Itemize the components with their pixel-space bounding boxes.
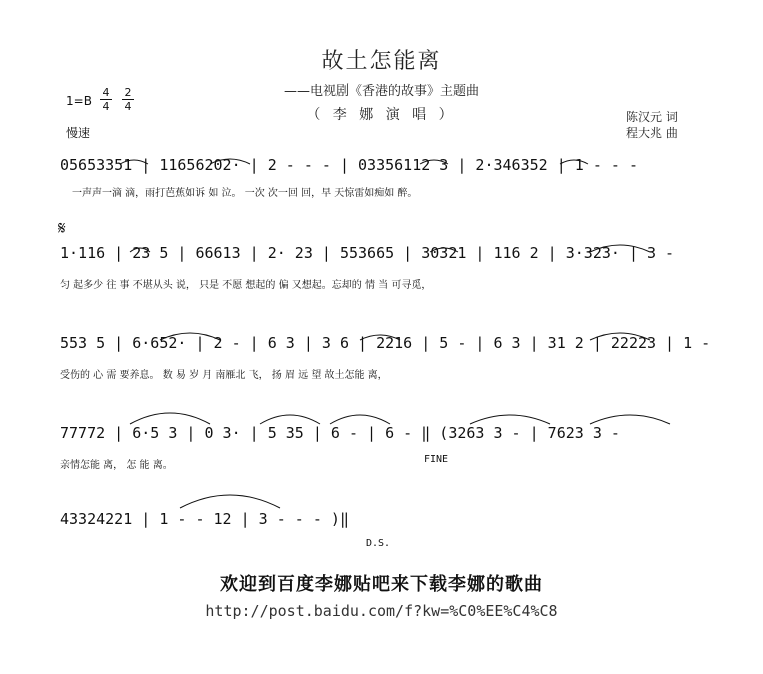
score-line-5-notes: 43324221 | 1 - - 12 | 3 - - - )‖ <box>60 510 349 528</box>
song-title: 故土怎能离 <box>321 49 442 74</box>
singer-credit: （ 李 娜 演 唱 ） <box>306 107 457 123</box>
composer-credit: 程大兆 曲 <box>626 126 678 140</box>
key-signature: 1=B <box>66 94 92 108</box>
score-line-3-lyrics: 受伤的 心 需 要养息。 数 易 岁 月 南雁北 飞， 扬 眉 远 望 故土怎能 离， <box>60 370 388 381</box>
slur-mark <box>470 415 550 424</box>
time-sig-2-bottom: 4 <box>122 99 134 113</box>
score-line-2-lyrics: 匀 起多少 往 事 不堪从头 说， 只是 不愿 想起的 偏 又想起。忘却的 情 当 可寻觅， <box>60 280 432 291</box>
fine-marking: FINE <box>424 454 449 465</box>
ds-marking: D.S. <box>366 538 391 549</box>
slur-mark <box>260 415 320 424</box>
slur-mark <box>430 248 458 252</box>
time-sig-1-bottom: 4 <box>100 99 112 113</box>
footer-url[interactable]: http://post.baidu.com/f?kw=%C0%EE%C4%C8 <box>205 602 558 620</box>
score-line-4-notes: 77772 | 6·5 3 | 0 3· | 5 35 | 6 - | 6 - ‖ (3263 3 - | 7623 3 - <box>60 424 620 442</box>
slur-mark <box>330 415 390 424</box>
tempo-marking: 慢速 <box>66 126 91 140</box>
slur-mark <box>130 248 150 252</box>
score-line-2-notes: 1·116 | 23 5 | 66613 | 2· 23 | 553665 | 30321 | 116 2 | 3·323· | 3 - <box>60 244 675 262</box>
slur-mark <box>160 333 220 340</box>
slur-mark <box>210 159 250 164</box>
slur-mark <box>590 415 670 424</box>
score-line-1-lyrics: 一声声一滴 滴，雨打芭蕉如诉 如 泣。 一次 次一回 回，早 天惊雷如痴如 醉。 <box>72 188 418 199</box>
song-subtitle: ——电视剧《香港的故事》主题曲 <box>283 84 479 99</box>
time-sig-1-top: 4 <box>102 86 110 99</box>
score-line-1-notes: 05653351 | 11656202· | 2 - - - | 03356112 3 | 2·346352 | 1 - - - <box>60 156 638 174</box>
slur-mark <box>360 335 400 340</box>
slur-mark <box>590 333 650 340</box>
slur-mark <box>130 413 210 424</box>
time-sig-2-top: 2 <box>124 86 132 99</box>
lyricist-credit: 陈汉元 词 <box>626 110 678 124</box>
segno-sign: 𝄋 <box>58 218 66 239</box>
slur-mark <box>180 495 280 508</box>
slur-mark <box>120 160 148 164</box>
slur-mark <box>420 160 448 164</box>
score-line-3-notes: 553 5 | 6·652· | 2 - | 6 3 | 3 6 | 2216 | 5 - | 6 3 | 31 2 | 22223 | 1 - <box>60 334 711 352</box>
score-line-4-lyrics: 亲情怎能 离， 怎 能 离。 <box>60 460 173 471</box>
footer-message: 欢迎到百度李娜贴吧来下载李娜的歌曲 <box>220 574 543 595</box>
slur-mark <box>590 245 650 252</box>
slur-mark <box>560 160 588 164</box>
